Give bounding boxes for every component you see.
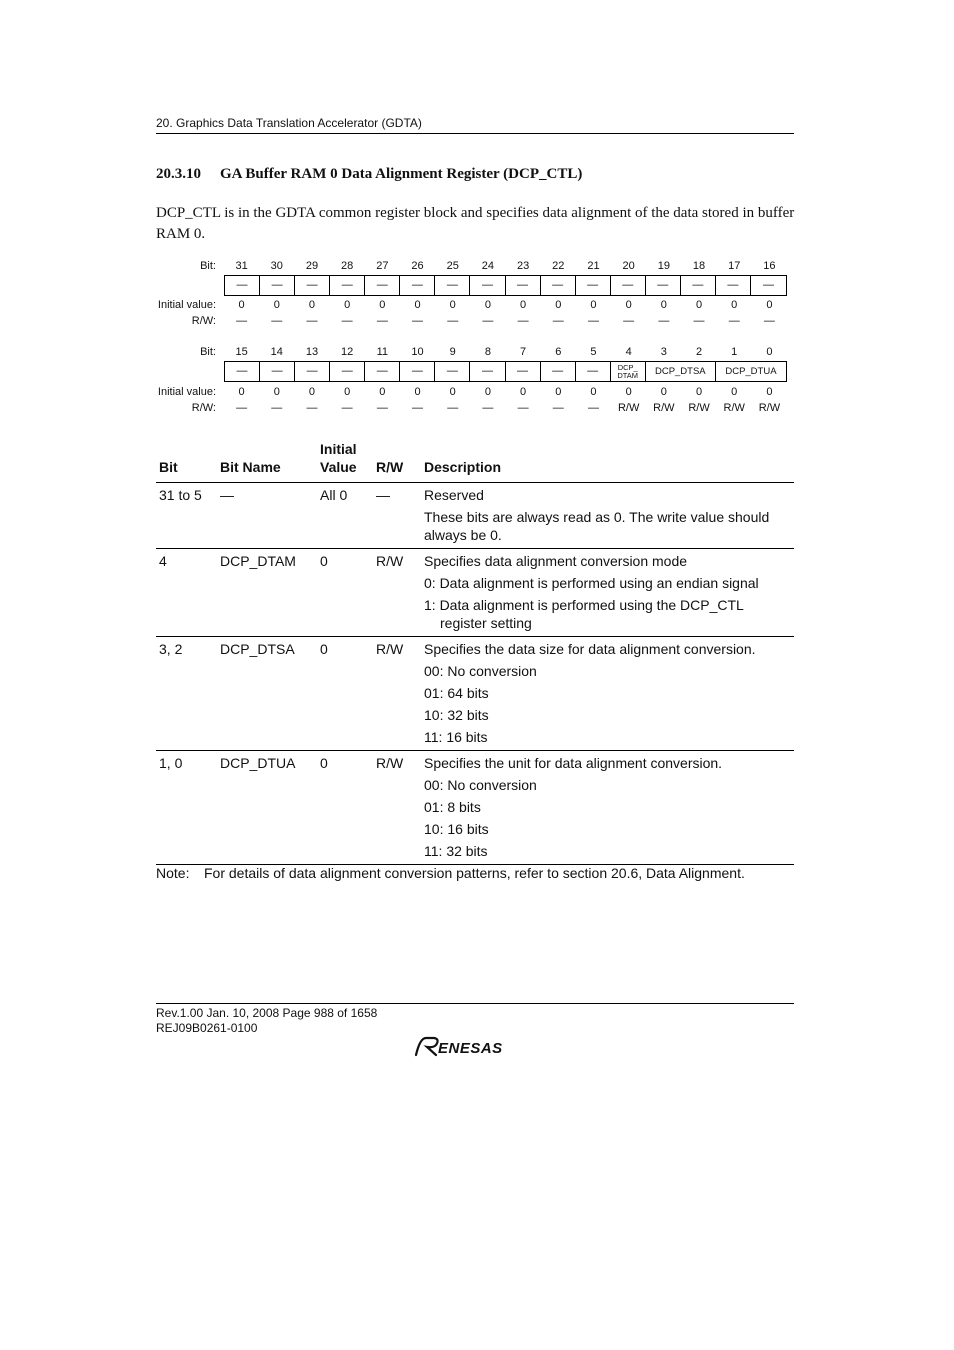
bit-field: —	[470, 276, 505, 295]
cell-bit: 1, 0	[156, 751, 217, 865]
cell-bit-name: DCP_DTSA	[217, 637, 317, 751]
rw-value: —	[763, 315, 775, 327]
initial-value: 0	[414, 386, 421, 398]
bit-number: 8	[484, 346, 491, 358]
bit-label-lower: Bit:	[200, 346, 216, 358]
rw-value: —	[552, 402, 564, 414]
cell-description	[421, 483, 794, 549]
bit-field: —	[506, 276, 541, 295]
bit-number: 10	[411, 346, 424, 358]
initial-value: 0	[520, 386, 527, 398]
cell-bit-name: DCP_DTUA	[217, 751, 317, 865]
bit-number: 4	[625, 346, 632, 358]
initial-value: 0	[273, 386, 280, 398]
table-row	[156, 751, 794, 865]
rw-value: —	[552, 315, 564, 327]
footer-revision: Rev.1.00 Jan. 10, 2008 Page 988 of 1658	[156, 1006, 378, 1020]
initial-value: 0	[555, 299, 562, 311]
initial-value: 0	[625, 386, 632, 398]
initial-value: 0	[590, 386, 597, 398]
rw-values-upper	[224, 315, 787, 327]
description-line: Specifies data alignment conversion mode	[424, 553, 688, 569]
rw-label-upper: R/W:	[191, 315, 216, 327]
bit-field: —	[716, 276, 751, 295]
bit-field: —	[435, 362, 470, 381]
table-row	[156, 483, 794, 549]
bit-number: 11	[376, 346, 389, 358]
bit-number: 26	[411, 260, 424, 272]
description-line: Specifies the data size for data alignment conversion.	[424, 641, 756, 657]
initial-value: 0	[695, 386, 703, 398]
cell-initial: 0	[317, 549, 373, 637]
cell-initial: 0	[317, 637, 373, 751]
rw-label-lower: R/W:	[191, 402, 216, 414]
bit-number: 30	[270, 260, 283, 272]
bit-number: 5	[590, 346, 597, 358]
rw-value: —	[306, 402, 318, 414]
bit-field: —	[470, 362, 505, 381]
bit-field: —	[762, 279, 774, 291]
rw-value: R/W	[688, 402, 710, 414]
col-header-description: Description	[421, 438, 794, 483]
rw-value: —	[658, 315, 670, 327]
rw-value: —	[412, 402, 424, 414]
register-fields-lower	[224, 361, 787, 382]
bit-number: 21	[587, 260, 600, 272]
col-header-bit-name: Bit Name	[217, 438, 317, 483]
bit-field: —	[541, 276, 576, 295]
rw-value: R/W	[617, 402, 640, 414]
initial-value: 0	[379, 386, 386, 398]
cell-rw: —	[373, 483, 421, 549]
renesas-logo	[414, 1034, 534, 1063]
description-line: 10: 16 bits	[424, 821, 489, 837]
rw-value: R/W	[653, 402, 675, 414]
col-header-initial-line1: Initial	[320, 441, 357, 457]
bit-label-upper: Bit:	[200, 260, 216, 272]
initial-label-lower: Initial value:	[157, 386, 216, 398]
initial-value: 0	[484, 386, 491, 398]
initial-value: 0	[731, 386, 738, 398]
section-title	[156, 166, 582, 183]
note-label: Note:	[156, 865, 190, 881]
rw-value: —	[341, 402, 353, 414]
field-dcp-dtua: DCP_DTUA	[725, 366, 777, 377]
rw-value: R/W	[758, 402, 781, 414]
bit-number: 18	[692, 260, 706, 272]
description-line: 11: 16 bits	[424, 729, 488, 745]
rw-value: —	[587, 402, 599, 414]
description-line: 10: 32 bits	[424, 707, 489, 723]
initial-label-upper: Initial value:	[157, 299, 216, 311]
cell-bit: 4	[156, 549, 217, 637]
bit-number: 7	[520, 346, 527, 358]
cell-rw: R/W	[373, 637, 421, 751]
col-header-initial-value	[317, 438, 373, 483]
bit-field: —	[330, 362, 365, 381]
bit-field: —	[295, 276, 330, 295]
table-note	[156, 865, 745, 881]
bit-number: 1	[731, 346, 738, 358]
rw-value: —	[236, 402, 248, 414]
description-line: 11: 32 bits	[424, 843, 488, 859]
initial-values-lower	[224, 386, 787, 398]
rw-value: —	[447, 315, 459, 327]
initial-value: 0	[449, 299, 456, 311]
initial-value: 0	[238, 386, 245, 398]
col-header-bit: Bit	[156, 438, 217, 483]
initial-value: 0	[625, 299, 632, 311]
rw-value: —	[271, 402, 283, 414]
initial-value: 0	[238, 299, 245, 311]
bit-field: —	[506, 362, 541, 381]
initial-value: 0	[449, 386, 456, 398]
initial-value: 0	[308, 299, 316, 311]
cell-rw: R/W	[373, 751, 421, 865]
bit-field: —	[646, 276, 681, 295]
bit-field: —	[260, 362, 295, 381]
initial-value: 0	[660, 386, 667, 398]
initial-value: 0	[766, 386, 773, 398]
col-header-rw: R/W	[373, 438, 421, 483]
bit-number: 24	[481, 260, 495, 272]
rw-values-lower	[224, 402, 787, 414]
bit-number: 12	[341, 346, 354, 358]
table-row	[156, 637, 794, 751]
rw-value: —	[693, 315, 705, 327]
bit-field: —	[400, 362, 435, 381]
bit-number: 15	[235, 346, 248, 358]
rw-value: —	[517, 402, 529, 414]
section-title-text: GA Buffer RAM 0 Data Alignment Register (DCP_CTL)	[220, 166, 583, 182]
initial-value: 0	[379, 299, 386, 311]
initial-value: 0	[308, 386, 316, 398]
description-line: 01: 8 bits	[424, 799, 481, 815]
bit-field: —	[260, 276, 295, 295]
cell-bit-name: DCP_DTAM	[217, 549, 317, 637]
bit-number: 16	[763, 260, 776, 272]
cell-initial: All 0	[317, 483, 373, 549]
rw-value: —	[306, 315, 318, 327]
rw-value: —	[376, 402, 388, 414]
bit-number: 20	[622, 260, 635, 272]
field-dcp-dtam: DCP_ DTAM	[611, 362, 646, 381]
running-header: 20. Graphics Data Translation Accelerator (GDTA)	[156, 116, 422, 130]
bit-field: —	[365, 362, 400, 381]
footer-doc-number: REJ09B0261-0100	[156, 1021, 258, 1035]
bit-numbers-lower	[224, 346, 787, 358]
bit-number: 17	[728, 260, 741, 272]
bit-field: —	[541, 362, 576, 381]
rw-value: —	[376, 315, 388, 327]
renesas-logo-mark	[414, 1034, 534, 1058]
initial-value: 0	[766, 299, 773, 311]
bit-field: —	[225, 276, 260, 295]
bit-field: —	[400, 276, 435, 295]
bit-field: —	[611, 276, 646, 295]
col-header-initial-line2: Value	[320, 459, 357, 475]
bit-field: —	[295, 362, 330, 381]
bit-number: 3	[660, 346, 667, 358]
rw-value: R/W	[723, 402, 745, 414]
rw-value: —	[623, 315, 635, 327]
bit-number: 19	[657, 260, 670, 272]
field-dcp-dtsa: DCP_DTSA	[646, 362, 716, 381]
bit-number: 25	[446, 260, 459, 272]
bit-number: 23	[516, 260, 530, 272]
bit-field: —	[576, 276, 611, 295]
bit-field: —	[330, 276, 365, 295]
bit-number: 9	[449, 346, 456, 358]
initial-values-upper	[224, 299, 787, 311]
bit-number: 31	[235, 260, 248, 272]
bit-field: —	[681, 276, 716, 295]
rw-value: —	[482, 315, 494, 327]
bit-number: 2	[695, 346, 703, 358]
svg-text:ENESAS: ENESAS	[438, 1040, 503, 1057]
rw-value: —	[587, 315, 599, 327]
cell-initial: 0	[317, 751, 373, 865]
bit-number: 27	[376, 260, 389, 272]
bit-number: 0	[766, 346, 773, 358]
description-line: These bits are always read as 0. The write value should always be 0.	[424, 509, 770, 543]
initial-value: 0	[273, 299, 280, 311]
description-line: 0: Data alignment is performed using an endian signal	[424, 575, 759, 591]
bit-numbers-upper	[224, 260, 787, 272]
footer-rule	[156, 1003, 794, 1004]
rw-value: —	[728, 315, 740, 327]
cell-rw: R/W	[373, 549, 421, 637]
bit-field: —	[225, 362, 260, 381]
initial-value: 0	[660, 299, 667, 311]
bit-number: 29	[305, 260, 319, 272]
initial-value: 0	[484, 299, 491, 311]
rw-value: —	[447, 402, 459, 414]
initial-value: 0	[344, 386, 351, 398]
initial-value: 0	[555, 386, 562, 398]
rw-value: —	[517, 315, 529, 327]
cell-description	[421, 751, 794, 865]
initial-value: 0	[414, 299, 421, 311]
bit-number: 28	[341, 260, 354, 272]
cell-bit-name: —	[217, 483, 317, 549]
description-line: Reserved	[424, 487, 484, 503]
table-header-row	[156, 438, 794, 483]
rw-value: —	[236, 315, 248, 327]
header-rule	[156, 133, 794, 134]
bit-field: —	[365, 276, 400, 295]
initial-value: 0	[695, 299, 703, 311]
rw-value: —	[271, 315, 283, 327]
cell-bit: 31 to 5	[156, 483, 217, 549]
cell-bit: 3, 2	[156, 637, 217, 751]
rw-value: —	[482, 402, 494, 414]
bit-number: 6	[555, 346, 562, 358]
table-row	[156, 549, 794, 637]
register-fields-upper	[224, 275, 787, 296]
initial-value: 0	[344, 299, 351, 311]
bit-number: 13	[305, 346, 319, 358]
description-line: Specifies the unit for data alignment conversion.	[424, 755, 723, 771]
initial-value: 0	[590, 299, 597, 311]
description-line: 00: No conversion	[424, 777, 537, 793]
bit-field: —	[435, 276, 470, 295]
initial-value: 0	[520, 299, 527, 311]
cell-description	[421, 549, 794, 637]
section-number: 20.3.10	[156, 166, 201, 182]
rw-value: —	[341, 315, 353, 327]
description-line: 1: Data alignment is performed using the DCP_CTL register setting	[424, 597, 744, 631]
description-line: 00: No conversion	[424, 663, 537, 679]
note-text: For details of data alignment conversion patterns, refer to section 20.6, Data Alignment.	[204, 865, 745, 881]
bit-number: 14	[270, 346, 283, 358]
bit-number: 22	[552, 260, 565, 272]
bit-description-table	[156, 438, 794, 865]
description-line: 01: 64 bits	[424, 685, 489, 701]
initial-value: 0	[731, 299, 738, 311]
cell-description	[421, 637, 794, 751]
rw-value: —	[412, 315, 424, 327]
intro-paragraph: DCP_CTL is in the GDTA common register block and specifies data alignment of the data stored in buffer RAM 0.	[156, 205, 795, 242]
bit-field: —	[576, 362, 611, 381]
